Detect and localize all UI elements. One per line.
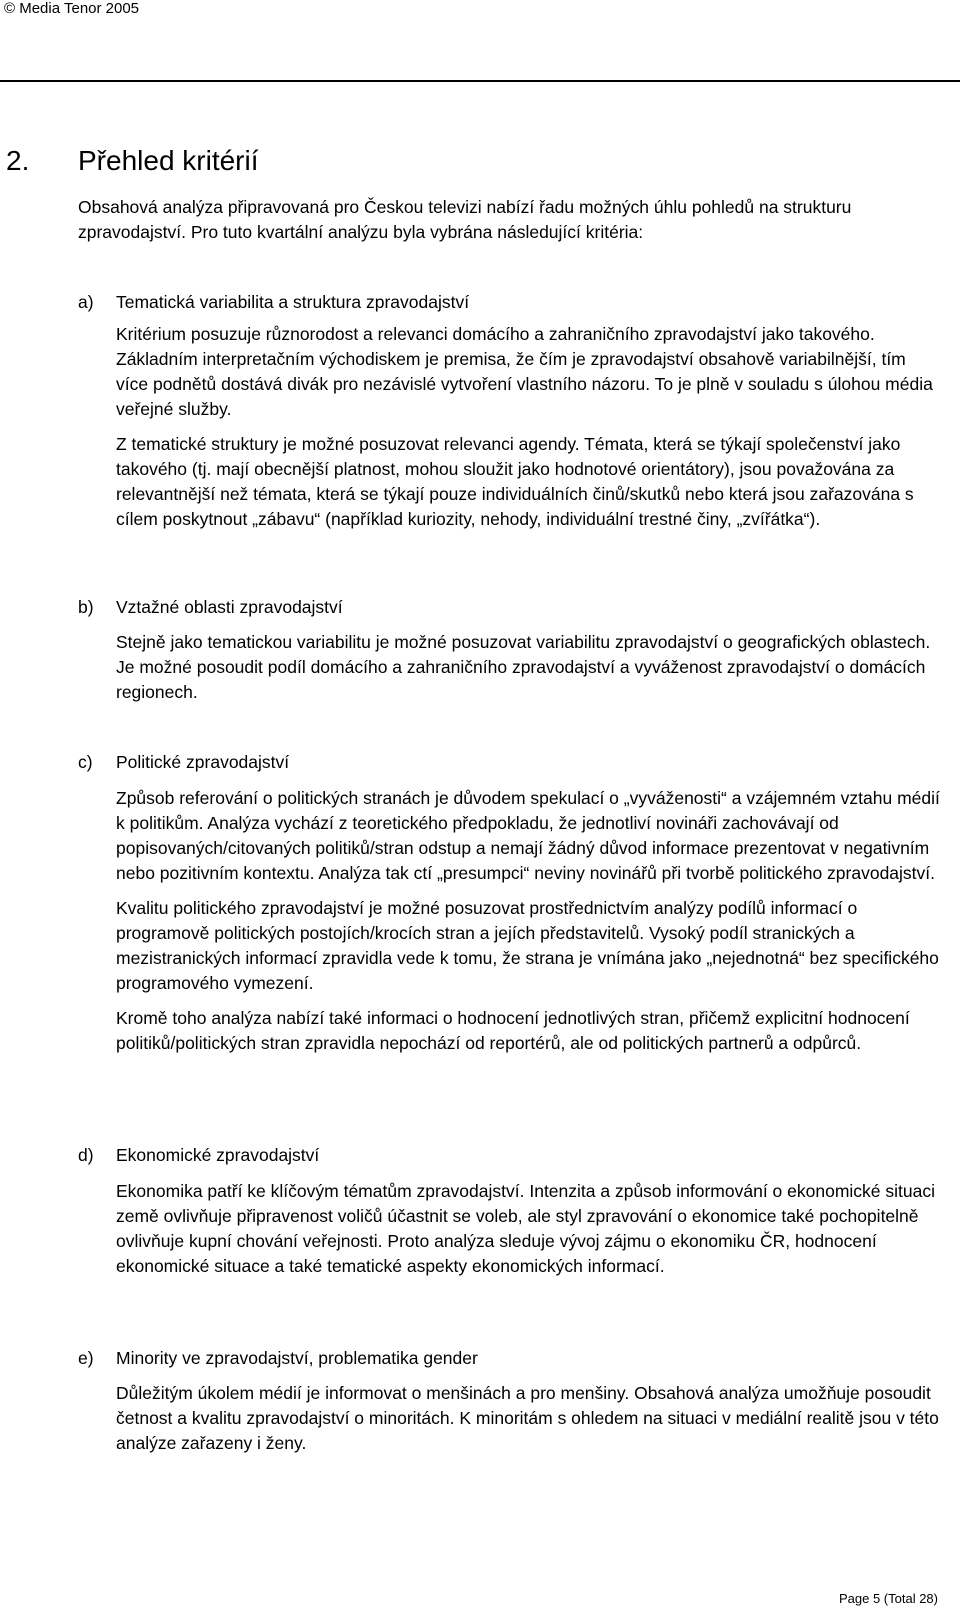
criterion-title: Ekonomické zpravodajství (116, 1145, 320, 1165)
header-divider (0, 80, 960, 82)
paragraph: Ekonomika patří ke klíčovým tématům zpravodajství. Intenzita a způsob informování o ekonomické situaci země ovlivňuje připravenost voličů účastnit se voleb, ale styl zpravování o ekonomice také pochopitelně ovlivňuje kupní chování veřejnosti. Proto analýza sleduje vývoj zájmu o ekonomiku ČR, hodnocení ekonomické situace a také tematické aspekty ekonomických informací. (116, 1181, 935, 1276)
paragraph: Důležitým úkolem médií je informovat o menšinách a pro menšiny. Obsahová analýza umožňuje posoudit četnost a kvalitu zpravodajství o minoritách. K minoritám s ohledem na situaci v mediální realitě jsou v této analýze zařazeny i ženy. (116, 1383, 939, 1453)
criterion-d-body (116, 1179, 940, 1289)
criterion-marker: b) (78, 597, 94, 617)
paragraph: Z tematické struktury je možné posuzovat relevanci agendy. Témata, která se týkají společenství jako takového (tj. mají obecnější platnost, mohou sloužit jako hodnotové orientátory), jsou považována za relevantnější než témata, která se týkají pouze individuálních činů/skutků nebo která jsou zařazována s cílem poskytnout „zábavu“ (například kuriozity, nehody, individuální trestné činy, „zvířátka“). (116, 434, 914, 529)
criterion-title: Vztažné oblasti zpravodajství (116, 597, 343, 617)
criterion-e-body (116, 1381, 940, 1466)
paragraph: Stejně jako tematickou variabilitu je možné posuzovat variabilitu zpravodajství o geografických oblastech. Je možné posoudit podíl domácího a zahraničního zpravodajství a vyváženost zpravodajství o domácích regionech. (116, 632, 931, 702)
criterion-title: Politické zpravodajství (116, 752, 290, 772)
paragraph: Kvalitu politického zpravodajství je možné posuzovat prostřednictvím analýzy podílů informací o programově politických postojích/krocích stran a jejích představitelů. Vysoký podíl stranických a mezistranických informací zpravidla vede k tomu, že strana je vnímána jako „nejednotná“ bez specifického programového vymezení. (116, 898, 939, 993)
criterion-d-heading (78, 1143, 938, 1168)
criterion-c-body (116, 786, 940, 1066)
paragraph: Způsob referování o politických stranách je důvodem spekulací o „vyváženosti“ a vzájemném vztahu médií k politikům. Analýza vychází z teoretického předpokladu, že jednotliví novináři zachovávají od popisovaných/citovaných politiků/stran odstup a nemají žádný důvod informace prezentovat v negativním nebo pozitivním kontextu. Analýza tak ctí „presumpci“ neviny novinářů při tvorbě politického zpravodajství. (116, 788, 940, 883)
criterion-title: Minority ve zpravodajství, problematika gender (116, 1348, 478, 1368)
criterion-b-body (116, 630, 940, 715)
criterion-a-body (116, 322, 940, 542)
copyright-notice: © Media Tenor 2005 (4, 0, 140, 17)
criterion-marker: d) (78, 1145, 94, 1165)
section-title: Přehled kritérií (78, 145, 259, 176)
section-heading (6, 144, 259, 178)
criterion-b-heading (78, 595, 938, 620)
page-number: Page 5 (Total 28) (838, 1591, 938, 1606)
criterion-title: Tematická variabilita a struktura zpravodajství (116, 292, 470, 312)
intro-paragraph: Obsahová analýza připravovaná pro Českou televizi nabízí řadu možných úhlu pohledů na strukturu zpravodajství. Pro tuto kvartální analýzu byla vybrána následující kritéria: (78, 197, 852, 242)
criterion-marker: a) (78, 292, 94, 312)
paragraph: Kromě toho analýza nabízí také informaci o hodnocení jednotlivých stran, přičemž explicitní hodnocení politiků/politických stran zpravidla nepochází od reportérů, ale od politických partnerů a odpůrců. (116, 1008, 910, 1053)
section-number: 2. (6, 145, 30, 176)
criterion-marker: c) (78, 752, 93, 772)
criterion-e-heading (78, 1346, 938, 1371)
criterion-marker: e) (78, 1348, 94, 1368)
criterion-a-heading (78, 290, 938, 315)
criterion-c-heading (78, 750, 938, 775)
paragraph: Kritérium posuzuje různorodost a relevanci domácího a zahraničního zpravodajství jako takového. Základním interpretačním východiskem je premisa, že čím je zpravodajství obsahově variabilnější, tím více podnětů dostává divák pro nezávislé vytvoření vlastního názoru. To je plně v souladu s úlohou média veřejné služby. (116, 324, 933, 419)
